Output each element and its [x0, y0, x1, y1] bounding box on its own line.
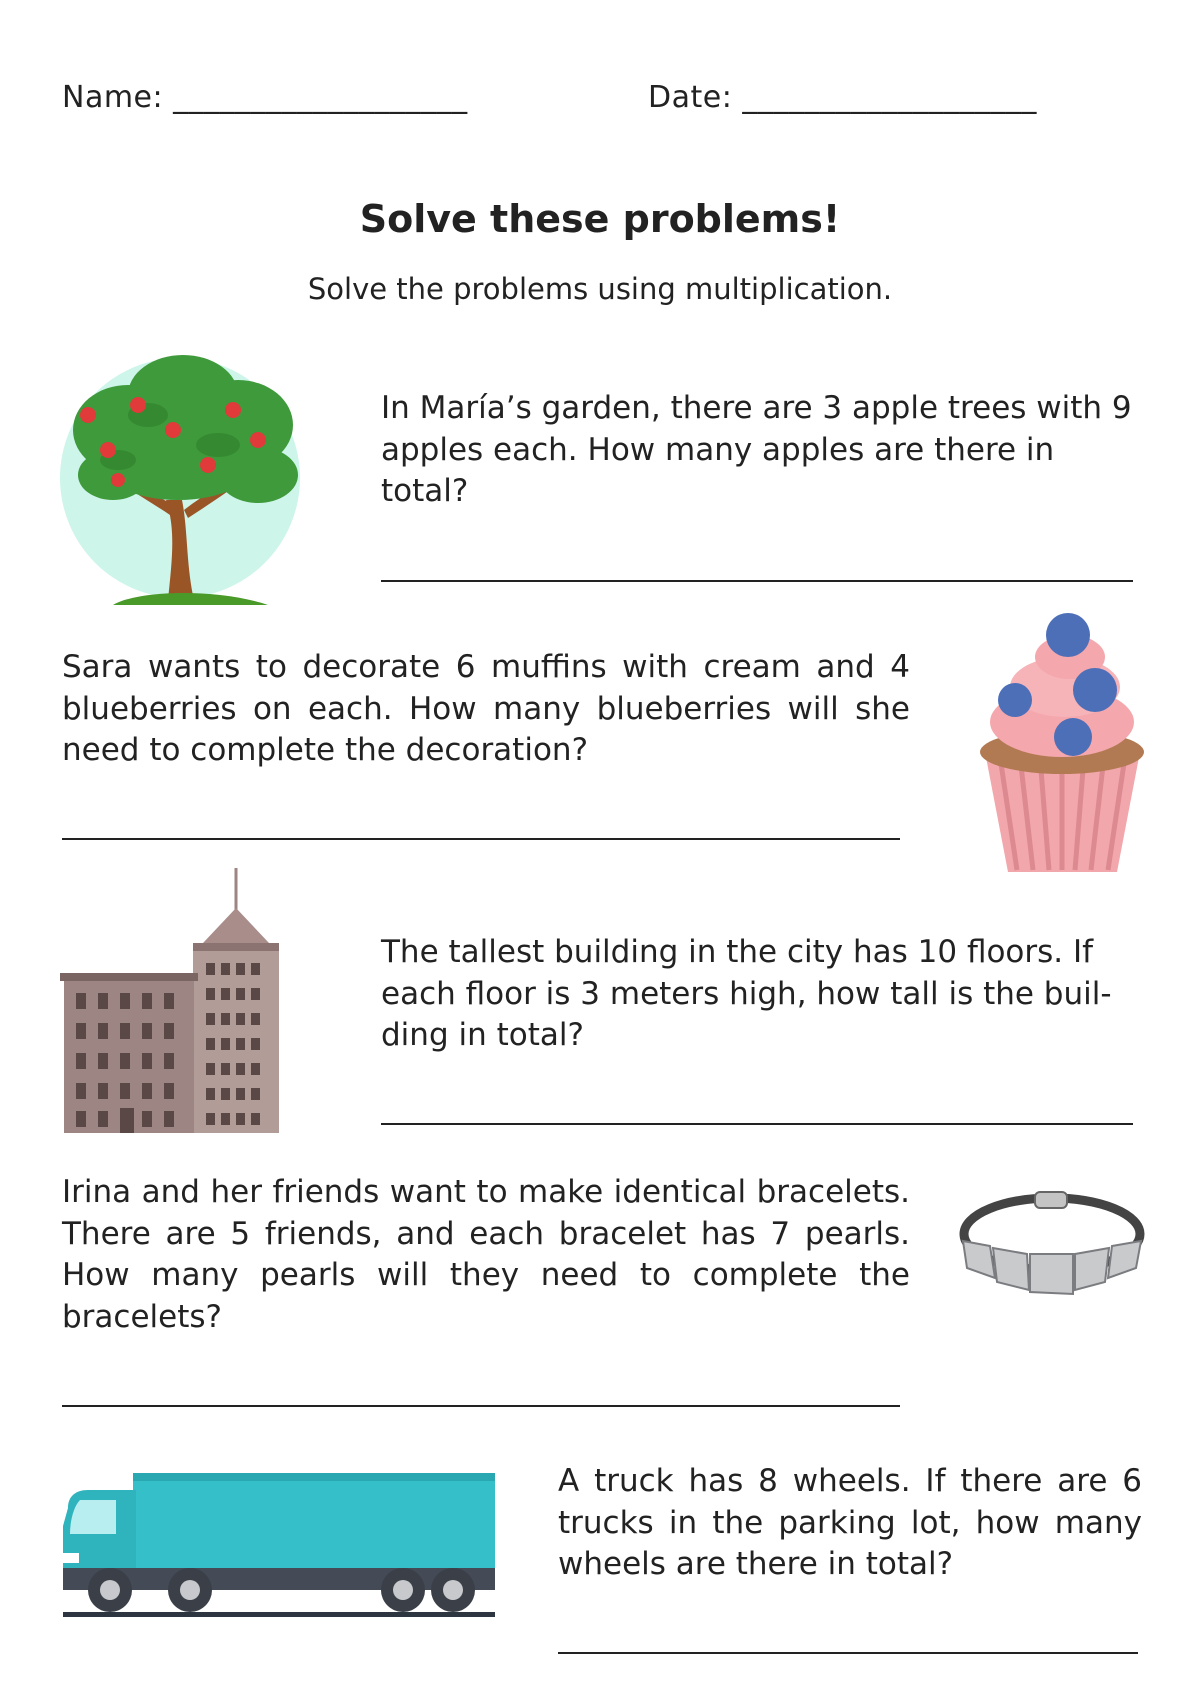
building-icon	[58, 868, 288, 1136]
truck-icon	[58, 1468, 503, 1618]
problem-3-text: The tallest building in the city has 10 floors. If each floor is 3 meters high, how tall is the buil-ding in total?	[381, 934, 1112, 1053]
page-title: Solve these problems!	[359, 197, 841, 241]
date-field-label: Date: ___________________	[648, 80, 1037, 115]
problem-4-answer-line	[62, 1405, 900, 1407]
problem-1-answer-line	[381, 580, 1133, 582]
problem-2-answer-line	[62, 838, 900, 840]
bracelet-icon	[955, 1186, 1150, 1306]
problem-3-answer-line	[381, 1123, 1133, 1125]
problem-1-text: In María’s garden, there are 3 apple trees with 9 apples each. How many apples are there in total?	[381, 390, 1132, 509]
instructions: Solve the problems using multiplication.	[307, 272, 893, 306]
problem-2-text: Sara wants to decorate 6 muffins with cream and 4 blueberries on each. How many blueberries will she need to complete the decoration?	[62, 649, 910, 768]
problem-4-text: Irina and her friends want to make identical bracelets. There are 5 friends, and each bracelet has 7 pearls. How many pearls will they need to complete the bracelets?	[62, 1174, 910, 1335]
apple-tree-icon	[58, 350, 308, 618]
cupcake-icon	[975, 612, 1150, 877]
name-field-label: Name: ___________________	[62, 80, 468, 115]
problem-5-text: A truck has 8 wheels. If there are 6 trucks in the parking lot, how many wheels are there in total?	[558, 1463, 1142, 1582]
problem-5-answer-line	[558, 1652, 1138, 1654]
